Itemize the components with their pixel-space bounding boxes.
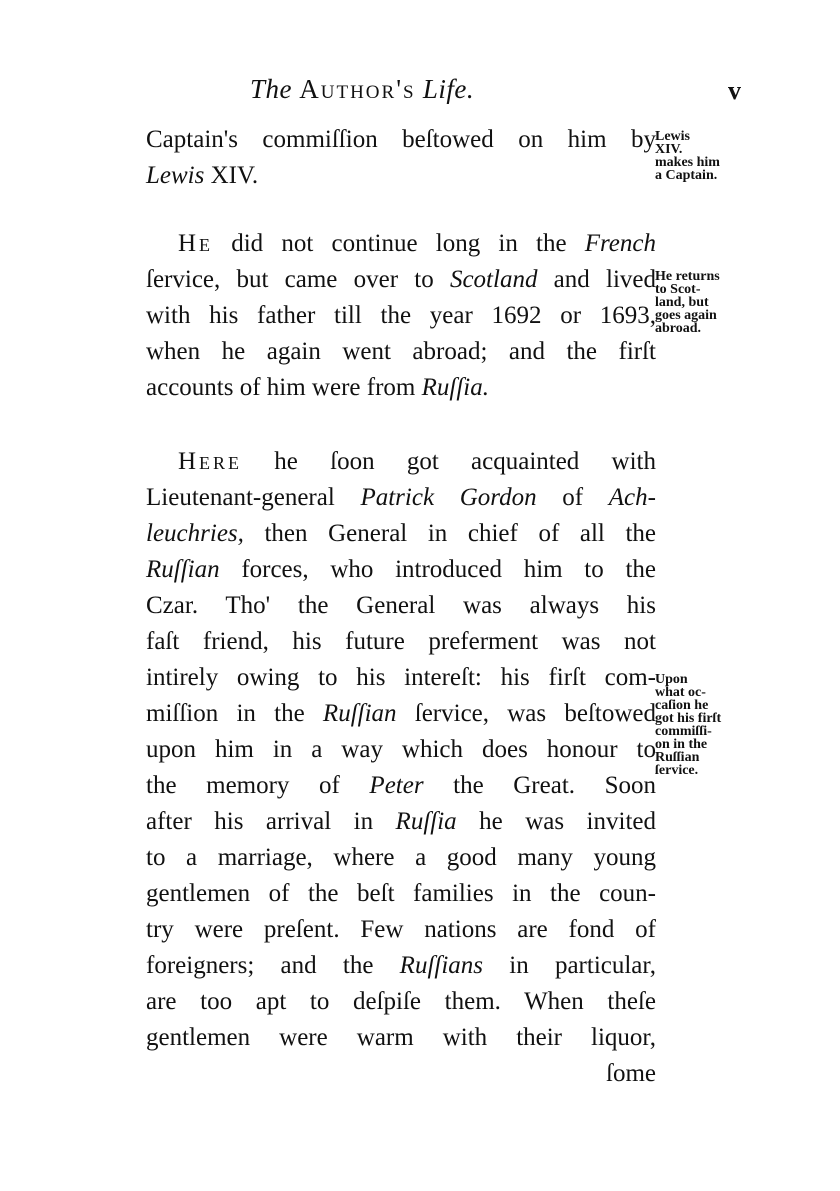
text-line [146, 696, 656, 732]
running-head-author: Author's [299, 74, 416, 104]
note-line: ſervice. [655, 763, 699, 778]
text-span: in particular, [483, 952, 656, 979]
margin-note-3 [655, 673, 745, 777]
catchword: ſome [606, 1060, 656, 1087]
text-line [146, 370, 656, 406]
note-line: makes him [655, 155, 720, 170]
note-line: commiſſi- [655, 724, 712, 739]
text-span: the Great. Soon [423, 772, 657, 799]
text-italic: Ruſſians [399, 952, 484, 979]
note-line: a Captain. [655, 168, 718, 183]
text-line: with his father till the year 1692 or 1693, [146, 302, 656, 329]
text-line [146, 226, 656, 262]
note-line: land, but [655, 295, 709, 310]
text-line: faſt friend, his future preferment was not [146, 628, 656, 655]
text-span: ſervice, but came over to [146, 266, 450, 293]
margin-note-2 [655, 270, 745, 335]
text-span: he was invited [456, 808, 656, 835]
text-italic: Ruſſia. [421, 374, 489, 401]
text-italic: Ruſſian [322, 700, 397, 727]
text-italic: Peter [369, 772, 424, 799]
text-span: miſſion in the [146, 700, 323, 727]
text-line [146, 158, 656, 194]
text-line: intirely owing to his intereſt: his firſt com- [146, 664, 656, 691]
text-span: foreigners; and the [146, 952, 400, 979]
text-line: gentlemen of the beſt families in the coun- [146, 880, 656, 907]
note-line: Lewis [655, 129, 690, 144]
text-line: Czar. Tho' the General was always his [146, 592, 656, 619]
text-line: to a marriage, where a good many young [146, 844, 656, 871]
running-head-post: Life. [415, 74, 475, 104]
text-line: gentlemen were warm with their liquor, [146, 1024, 656, 1051]
text-span: then General in chief of all the [243, 520, 656, 547]
text-span: and lived [537, 266, 656, 293]
note-line: Upon [655, 672, 688, 687]
text-span: the memory of [146, 772, 370, 799]
note-line: caſion he [655, 698, 709, 713]
text-line [146, 516, 656, 552]
text-span: ſervice, was beſtowed [396, 700, 656, 727]
text-span: after his arrival in [146, 808, 396, 835]
text-span: he ſoon got acquainted with [242, 448, 656, 475]
text-line [146, 768, 656, 804]
text-span: did not continue long in the [213, 230, 585, 257]
text-line [146, 262, 656, 298]
lead-word: Here [178, 448, 243, 475]
text-line: when he again went abroad; and the firſt [146, 338, 656, 365]
running-head [250, 74, 474, 105]
note-line: Ruſſian [655, 750, 700, 765]
text-span: forces, who introduced him to the [219, 556, 656, 583]
text-line [146, 552, 656, 588]
text-line: are too apt to deſpiſe them. When theſe [146, 988, 656, 1015]
note-line: He returns [655, 269, 720, 284]
note-line: got his firſt [655, 711, 722, 726]
text-line: try were preſent. Few nations are fond of [146, 916, 656, 943]
text-span: accounts of him were from [146, 374, 422, 401]
text-line [146, 948, 656, 984]
text-line: upon him in a way which does honour to [146, 736, 656, 763]
note-line: on in the [655, 737, 708, 752]
text-span: Lieutenant-general [146, 484, 361, 511]
text-span: of [536, 484, 609, 511]
text-italic: Scotland [449, 266, 538, 293]
note-line: abroad. [655, 321, 702, 336]
text-line: Captain's commiſſion beſtowed on him by [146, 126, 656, 153]
text-italic: French [584, 230, 656, 257]
text-span: XIV. [204, 162, 259, 189]
note-line: XIV. [655, 142, 683, 157]
note-line: goes again [655, 308, 717, 323]
text-italic: leuchries, [146, 520, 244, 547]
text-italic: Ruſſian [146, 556, 220, 583]
note-line: what oc- [655, 685, 706, 700]
running-head-pre: The [250, 74, 300, 104]
text-line [146, 804, 656, 840]
text-italic: Patrick Gordon [360, 484, 537, 511]
note-line: to Scot- [655, 282, 701, 297]
page-number: v [728, 76, 741, 105]
text-italic: Lewis [146, 162, 205, 189]
margin-note-1 [655, 130, 745, 182]
text-italic: Ruſſia [395, 808, 457, 835]
text-line [146, 444, 656, 480]
text-line [146, 480, 656, 516]
text-italic: Ach- [608, 484, 656, 511]
lead-word: He [178, 230, 214, 257]
